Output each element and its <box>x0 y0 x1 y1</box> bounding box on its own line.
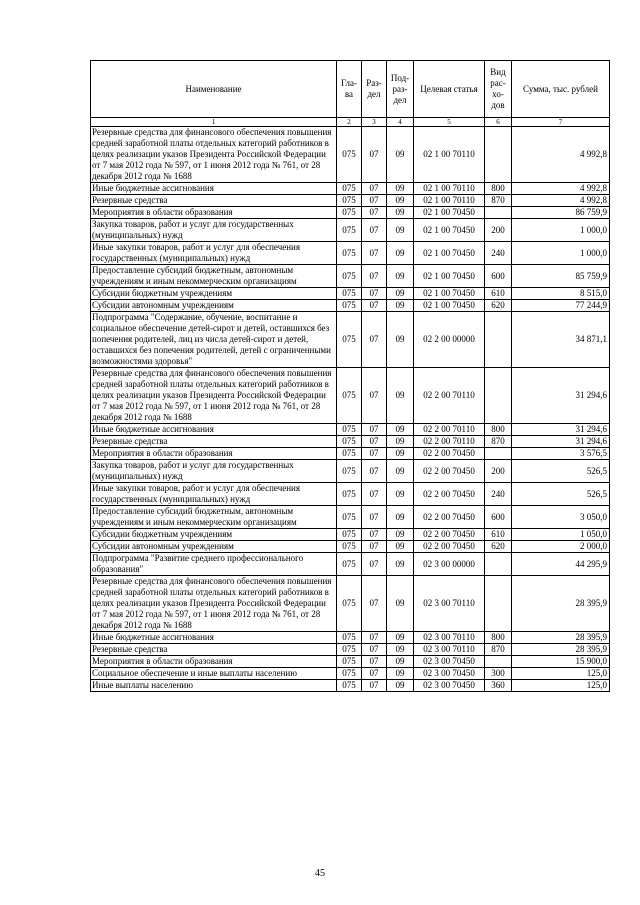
row-name-cell: Иные бюджетные ассигнования <box>91 183 337 195</box>
row-vid-cell: 870 <box>485 644 512 656</box>
row-name-cell: Иные закупки товаров, работ и услуг для обеспечения государственных (муниципальных) нужд <box>91 483 337 506</box>
row-razdel-cell: 07 <box>362 448 387 460</box>
row-podrazdel-cell: 09 <box>387 242 414 265</box>
row-sum-cell: 125,0 <box>512 668 610 680</box>
row-sum-cell: 125,0 <box>512 680 610 692</box>
row-name-cell: Подпрограмма "Содержание, обучение, воспитание и социальное обеспечение детей-сирот и детей, оставшихся без попечения родителей, лиц из числа детей-сирот и детей, оставшихся без попечения родителей, детей с ограниченными возможностями здоровья" <box>91 312 337 368</box>
row-sum-cell: 8 515,0 <box>512 288 610 300</box>
row-razdel-cell: 07 <box>362 242 387 265</box>
row-glava-cell: 075 <box>337 219 362 242</box>
row-podrazdel-cell: 09 <box>387 668 414 680</box>
row-target-cell: 02 1 00 70450 <box>414 207 485 219</box>
row-podrazdel-cell: 09 <box>387 576 414 632</box>
row-name-cell: Резервные средства для финансового обеспечения повышения средней заработной платы отдельных категорий работников в целях реализации указов Президента Российской Федерации от 7 мая 2012 года № 597, от 1 июня 2012 года № 761, от 28 декабря 2012 года № 1688 <box>91 576 337 632</box>
row-target-cell: 02 1 00 70110 <box>414 183 485 195</box>
table-row <box>91 436 610 448</box>
column-number: 1 <box>91 118 337 127</box>
row-target-cell: 02 1 00 70450 <box>414 219 485 242</box>
table-row <box>91 632 610 644</box>
row-target-cell: 02 2 00 70110 <box>414 368 485 424</box>
row-name-cell: Мероприятия в области образования <box>91 656 337 668</box>
row-razdel-cell: 07 <box>362 219 387 242</box>
row-sum-cell: 3 050,0 <box>512 506 610 529</box>
column-numbers-row <box>91 118 610 127</box>
table-row <box>91 576 610 632</box>
column-number: 5 <box>414 118 485 127</box>
row-vid-cell: 870 <box>485 436 512 448</box>
row-vid-cell: 200 <box>485 219 512 242</box>
row-glava-cell: 075 <box>337 265 362 288</box>
row-glava-cell: 075 <box>337 632 362 644</box>
table-row <box>91 219 610 242</box>
budget-table <box>90 60 610 692</box>
row-podrazdel-cell: 09 <box>387 632 414 644</box>
row-glava-cell: 075 <box>337 183 362 195</box>
row-target-cell: 02 3 00 70110 <box>414 632 485 644</box>
row-podrazdel-cell: 09 <box>387 368 414 424</box>
row-glava-cell: 075 <box>337 541 362 553</box>
row-name-cell: Резервные средства <box>91 644 337 656</box>
header-glava: Гла-ва <box>337 61 362 118</box>
row-podrazdel-cell: 09 <box>387 288 414 300</box>
row-razdel-cell: 07 <box>362 288 387 300</box>
row-name-cell: Предоставление субсидий бюджетным, автономным учреждениям и иным некоммерческим организациям <box>91 506 337 529</box>
row-name-cell: Иные бюджетные ассигнования <box>91 632 337 644</box>
row-razdel-cell: 07 <box>362 183 387 195</box>
table-row <box>91 483 610 506</box>
row-sum-cell: 85 759,9 <box>512 265 610 288</box>
row-sum-cell: 526,5 <box>512 483 610 506</box>
row-razdel-cell: 07 <box>362 541 387 553</box>
row-target-cell: 02 2 00 70450 <box>414 541 485 553</box>
row-podrazdel-cell: 09 <box>387 424 414 436</box>
header-razdel: Раз-дел <box>362 61 387 118</box>
row-vid-cell <box>485 207 512 219</box>
row-razdel-cell: 07 <box>362 436 387 448</box>
table-row <box>91 553 610 576</box>
row-vid-cell: 360 <box>485 680 512 692</box>
row-name-cell: Субсидии автономным учреждениям <box>91 541 337 553</box>
table-row <box>91 207 610 219</box>
row-target-cell: 02 2 00 70450 <box>414 506 485 529</box>
row-target-cell: 02 1 00 70110 <box>414 127 485 183</box>
row-sum-cell: 31 294,6 <box>512 424 610 436</box>
row-target-cell: 02 3 00 70450 <box>414 680 485 692</box>
row-glava-cell: 075 <box>337 553 362 576</box>
row-sum-cell: 28 395,9 <box>512 576 610 632</box>
row-sum-cell: 2 000,0 <box>512 541 610 553</box>
row-sum-cell: 4 992,8 <box>512 127 610 183</box>
row-target-cell: 02 3 00 00000 <box>414 553 485 576</box>
row-razdel-cell: 07 <box>362 460 387 483</box>
row-vid-cell <box>485 576 512 632</box>
row-razdel-cell: 07 <box>362 632 387 644</box>
row-name-cell: Субсидии бюджетным учреждениям <box>91 288 337 300</box>
row-name-cell: Субсидии автономным учреждениям <box>91 300 337 312</box>
row-target-cell: 02 2 00 70450 <box>414 460 485 483</box>
row-target-cell: 02 1 00 70450 <box>414 265 485 288</box>
row-vid-cell: 800 <box>485 183 512 195</box>
row-glava-cell: 075 <box>337 288 362 300</box>
row-podrazdel-cell: 09 <box>387 529 414 541</box>
row-glava-cell: 075 <box>337 242 362 265</box>
header-podrazdel: Под-раз-дел <box>387 61 414 118</box>
row-glava-cell: 075 <box>337 668 362 680</box>
row-glava-cell: 075 <box>337 483 362 506</box>
row-name-cell: Иные выплаты населению <box>91 680 337 692</box>
row-vid-cell: 610 <box>485 288 512 300</box>
row-glava-cell: 075 <box>337 368 362 424</box>
row-razdel-cell: 07 <box>362 506 387 529</box>
row-podrazdel-cell: 09 <box>387 300 414 312</box>
row-glava-cell: 075 <box>337 644 362 656</box>
row-target-cell: 02 2 00 70110 <box>414 436 485 448</box>
row-vid-cell: 600 <box>485 265 512 288</box>
row-sum-cell: 1 000,0 <box>512 242 610 265</box>
table-row <box>91 424 610 436</box>
header-row <box>91 61 610 118</box>
row-name-cell: Резервные средства <box>91 195 337 207</box>
table-row <box>91 127 610 183</box>
table-row <box>91 668 610 680</box>
row-target-cell: 02 3 00 70110 <box>414 576 485 632</box>
row-sum-cell: 1 050,0 <box>512 529 610 541</box>
column-number: 6 <box>485 118 512 127</box>
table-row <box>91 265 610 288</box>
row-vid-cell: 620 <box>485 541 512 553</box>
row-vid-cell: 240 <box>485 242 512 265</box>
row-name-cell: Резервные средства для финансового обеспечения повышения средней заработной платы отдельных категорий работников в целях реализации указов Президента Российской Федерации от 7 мая 2012 года № 597, от 1 июня 2012 года № 761, от 28 декабря 2012 года № 1688 <box>91 368 337 424</box>
table-row <box>91 368 610 424</box>
header-name: Наименование <box>91 61 337 118</box>
row-podrazdel-cell: 09 <box>387 219 414 242</box>
row-sum-cell: 3 576,5 <box>512 448 610 460</box>
row-glava-cell: 075 <box>337 448 362 460</box>
row-target-cell: 02 2 00 70110 <box>414 424 485 436</box>
row-razdel-cell: 07 <box>362 656 387 668</box>
row-vid-cell: 600 <box>485 506 512 529</box>
row-name-cell: Мероприятия в области образования <box>91 207 337 219</box>
row-name-cell: Закупка товаров, работ и услуг для государственных (муниципальных) нужд <box>91 460 337 483</box>
table-row <box>91 195 610 207</box>
row-glava-cell: 075 <box>337 207 362 219</box>
row-target-cell: 02 2 00 00000 <box>414 312 485 368</box>
row-sum-cell: 31 294,6 <box>512 368 610 424</box>
row-vid-cell: 200 <box>485 460 512 483</box>
row-glava-cell: 075 <box>337 680 362 692</box>
column-number: 2 <box>337 118 362 127</box>
header-sum: Сумма, тыс. рублей <box>512 61 610 118</box>
table-row <box>91 644 610 656</box>
row-vid-cell: 800 <box>485 632 512 644</box>
row-podrazdel-cell: 09 <box>387 460 414 483</box>
row-razdel-cell: 07 <box>362 529 387 541</box>
row-sum-cell: 77 244,9 <box>512 300 610 312</box>
header-vid: Вид рас-хо-дов <box>485 61 512 118</box>
row-podrazdel-cell: 09 <box>387 127 414 183</box>
row-vid-cell: 800 <box>485 424 512 436</box>
row-sum-cell: 4 992,8 <box>512 195 610 207</box>
row-vid-cell: 620 <box>485 300 512 312</box>
row-target-cell: 02 2 00 70450 <box>414 483 485 506</box>
row-podrazdel-cell: 09 <box>387 312 414 368</box>
row-vid-cell: 870 <box>485 195 512 207</box>
row-sum-cell: 31 294,6 <box>512 436 610 448</box>
row-glava-cell: 075 <box>337 460 362 483</box>
row-podrazdel-cell: 09 <box>387 680 414 692</box>
table-row <box>91 680 610 692</box>
row-name-cell: Подпрограмма "Развитие среднего профессионального образования" <box>91 553 337 576</box>
row-target-cell: 02 1 00 70450 <box>414 288 485 300</box>
row-razdel-cell: 07 <box>362 680 387 692</box>
row-vid-cell <box>485 448 512 460</box>
row-target-cell: 02 2 00 70450 <box>414 529 485 541</box>
row-sum-cell: 34 871,1 <box>512 312 610 368</box>
row-target-cell: 02 2 00 70450 <box>414 448 485 460</box>
header-target: Целевая статья <box>414 61 485 118</box>
row-razdel-cell: 07 <box>362 368 387 424</box>
row-sum-cell: 4 992,8 <box>512 183 610 195</box>
row-podrazdel-cell: 09 <box>387 553 414 576</box>
table-body <box>91 127 610 692</box>
row-glava-cell: 075 <box>337 436 362 448</box>
row-name-cell: Иные бюджетные ассигнования <box>91 424 337 436</box>
row-name-cell: Субсидии бюджетным учреждениям <box>91 529 337 541</box>
row-razdel-cell: 07 <box>362 553 387 576</box>
row-name-cell: Резервные средства <box>91 436 337 448</box>
row-glava-cell: 075 <box>337 195 362 207</box>
row-podrazdel-cell: 09 <box>387 183 414 195</box>
row-vid-cell: 610 <box>485 529 512 541</box>
row-podrazdel-cell: 09 <box>387 207 414 219</box>
row-podrazdel-cell: 09 <box>387 644 414 656</box>
row-vid-cell <box>485 127 512 183</box>
row-vid-cell <box>485 553 512 576</box>
row-podrazdel-cell: 09 <box>387 506 414 529</box>
column-number: 7 <box>512 118 610 127</box>
row-razdel-cell: 07 <box>362 644 387 656</box>
row-glava-cell: 075 <box>337 312 362 368</box>
table-row <box>91 506 610 529</box>
row-glava-cell: 075 <box>337 424 362 436</box>
row-podrazdel-cell: 09 <box>387 483 414 506</box>
table-row <box>91 460 610 483</box>
row-name-cell: Социальное обеспечение и иные выплаты населению <box>91 668 337 680</box>
table-row <box>91 288 610 300</box>
row-sum-cell: 526,5 <box>512 460 610 483</box>
row-sum-cell: 15 900,0 <box>512 656 610 668</box>
row-target-cell: 02 3 00 70450 <box>414 668 485 680</box>
table-row <box>91 242 610 265</box>
row-razdel-cell: 07 <box>362 300 387 312</box>
row-podrazdel-cell: 09 <box>387 265 414 288</box>
table-row <box>91 183 610 195</box>
row-target-cell: 02 1 00 70450 <box>414 300 485 312</box>
table-row <box>91 541 610 553</box>
row-sum-cell: 1 000,0 <box>512 219 610 242</box>
table-row <box>91 529 610 541</box>
row-name-cell: Мероприятия в области образования <box>91 448 337 460</box>
row-razdel-cell: 07 <box>362 195 387 207</box>
row-sum-cell: 28 395,9 <box>512 632 610 644</box>
row-razdel-cell: 07 <box>362 207 387 219</box>
row-name-cell: Резервные средства для финансового обеспечения повышения средней заработной платы отдельных категорий работников в целях реализации указов Президента Российской Федерации от 7 мая 2012 года № 597, от 1 июня 2012 года № 761, от 28 декабря 2012 года № 1688 <box>91 127 337 183</box>
row-glava-cell: 075 <box>337 300 362 312</box>
row-target-cell: 02 1 00 70110 <box>414 195 485 207</box>
row-podrazdel-cell: 09 <box>387 541 414 553</box>
column-number: 3 <box>362 118 387 127</box>
row-podrazdel-cell: 09 <box>387 436 414 448</box>
row-podrazdel-cell: 09 <box>387 448 414 460</box>
column-number: 4 <box>387 118 414 127</box>
row-name-cell: Предоставление субсидий бюджетным, автономным учреждениям и иным некоммерческим организациям <box>91 265 337 288</box>
row-glava-cell: 075 <box>337 506 362 529</box>
row-podrazdel-cell: 09 <box>387 195 414 207</box>
row-name-cell: Закупка товаров, работ и услуг для государственных (муниципальных) нужд <box>91 219 337 242</box>
row-vid-cell <box>485 312 512 368</box>
row-sum-cell: 28 395,9 <box>512 644 610 656</box>
row-razdel-cell: 07 <box>362 312 387 368</box>
row-glava-cell: 075 <box>337 576 362 632</box>
table-row <box>91 312 610 368</box>
row-vid-cell: 300 <box>485 668 512 680</box>
row-vid-cell <box>485 368 512 424</box>
row-razdel-cell: 07 <box>362 483 387 506</box>
row-glava-cell: 075 <box>337 127 362 183</box>
table-row <box>91 300 610 312</box>
row-razdel-cell: 07 <box>362 127 387 183</box>
row-target-cell: 02 1 00 70450 <box>414 242 485 265</box>
row-target-cell: 02 3 00 70450 <box>414 656 485 668</box>
row-sum-cell: 86 759,9 <box>512 207 610 219</box>
row-podrazdel-cell: 09 <box>387 656 414 668</box>
row-vid-cell: 240 <box>485 483 512 506</box>
row-sum-cell: 44 295,9 <box>512 553 610 576</box>
table-row <box>91 656 610 668</box>
row-name-cell: Иные закупки товаров, работ и услуг для обеспечения государственных (муниципальных) нужд <box>91 242 337 265</box>
table-row <box>91 448 610 460</box>
row-razdel-cell: 07 <box>362 576 387 632</box>
row-razdel-cell: 07 <box>362 424 387 436</box>
row-target-cell: 02 3 00 70110 <box>414 644 485 656</box>
row-razdel-cell: 07 <box>362 668 387 680</box>
row-glava-cell: 075 <box>337 656 362 668</box>
row-glava-cell: 075 <box>337 529 362 541</box>
page-number: 45 <box>315 868 325 879</box>
row-vid-cell <box>485 656 512 668</box>
row-razdel-cell: 07 <box>362 265 387 288</box>
